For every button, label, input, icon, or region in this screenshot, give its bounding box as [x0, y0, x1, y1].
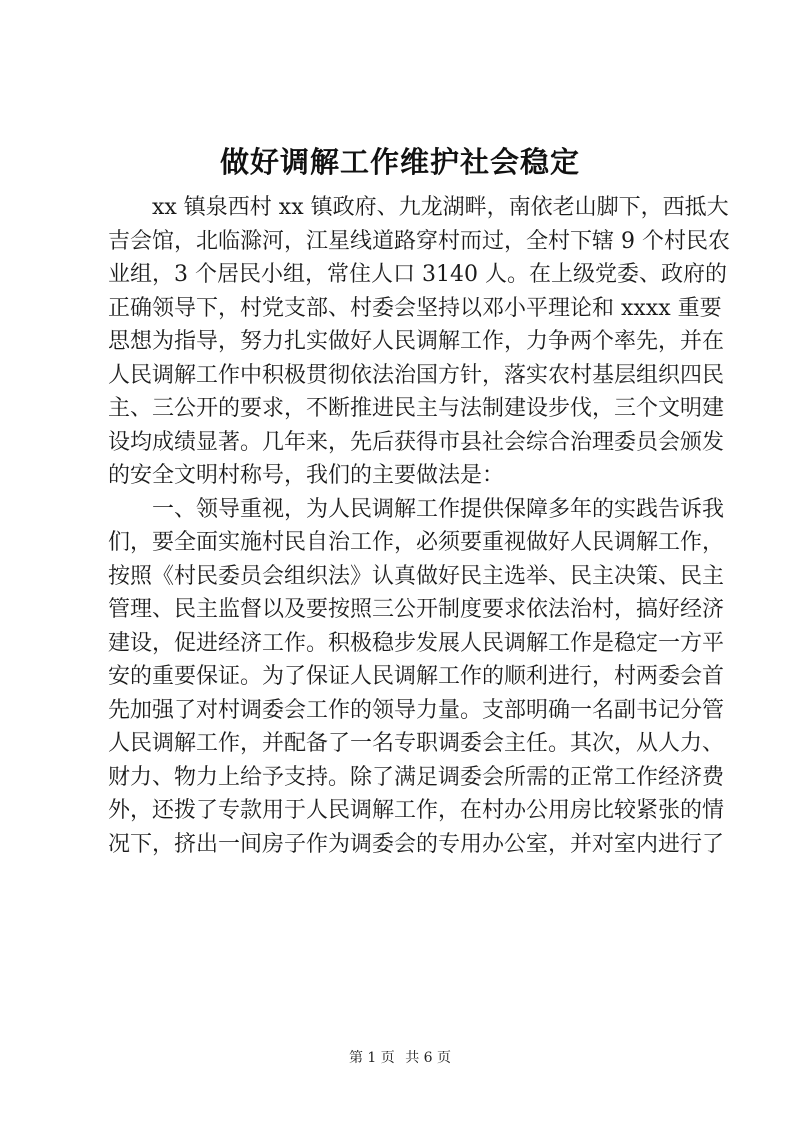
- paragraph-line: 人民调解工作，并配备了一名专职调委会主任。其次，从人力、: [108, 731, 725, 756]
- paragraph-line: 吉会馆，北临滁河，江星线道路穿村而过，全村下辖 9 个村民农: [108, 228, 730, 254]
- paragraph-line: 一、领导重视，为人民调解工作提供保障多年的实践告诉我: [152, 496, 725, 522]
- paragraph-line: 正确领导下，村党支部、村委会坚持以邓小平理论和 xxxx 重要: [108, 295, 722, 321]
- paragraph-line: 设均成绩显著。几年来，先后获得市县社会综合治理委员会颁发: [108, 429, 725, 455]
- page-number: 第 1 页: [348, 1050, 395, 1066]
- paragraph-line: 况下，挤出一间房子作为调委会的专用办公室，并对室内进行了: [108, 831, 725, 857]
- paragraph-line: 安的重要保证。为了保证人民调解工作的顺利进行，村两委会首: [108, 664, 725, 689]
- paragraph-line: xx 镇泉西村 xx 镇政府、九龙湖畔，南依老山脚下，西抵大: [152, 195, 729, 220]
- paragraph-line: 建设，促进经济工作。积极稳步发展人民调解工作是稳定一方平: [108, 630, 725, 656]
- paragraph-line: 财力、物力上给予支持。除了满足调委会所需的正常工作经济费: [108, 764, 725, 790]
- paragraph-line: 主、三公开的要求，不断推进民主与法制建设步伐，三个文明建: [108, 396, 725, 421]
- document-title: 做好调解工作维护社会稳定: [219, 145, 580, 179]
- page-total: 共 6 页: [405, 1050, 452, 1066]
- paragraph-line: 思想为指导，努力扎实做好人民调解工作，力争两个率先，并在: [108, 329, 725, 354]
- paragraph-line: 外，还拨了专款用于人民调解工作，在村办公用房比较紧张的情: [108, 798, 725, 823]
- paragraph-line: 按照《村民委员会组织法》认真做好民主选举、民主决策、民主: [108, 563, 725, 589]
- document-body: [108, 191, 730, 861]
- paragraph-line: 管理、民主监督以及要按照三公开制度要求依法治村，搞好经济: [108, 597, 725, 622]
- paragraph-line: 人民调解工作中积极贯彻依法治国方针，落实农村基层组织四民: [108, 362, 725, 388]
- paragraph-line: 们，要全面实施村民自治工作，必须要重视做好人民调解工作，: [108, 530, 725, 555]
- page-footer: [0, 1048, 800, 1068]
- paragraph-line: 的安全文明村称号，我们的主要做法是：: [108, 463, 505, 488]
- paragraph-line: 业组，3 个居民小组，常住人口 3140 人。在上级党委、政府的: [108, 262, 727, 287]
- paragraph-line: 先加强了对村调委会工作的领导力量。支部明确一名副书记分管: [108, 697, 725, 723]
